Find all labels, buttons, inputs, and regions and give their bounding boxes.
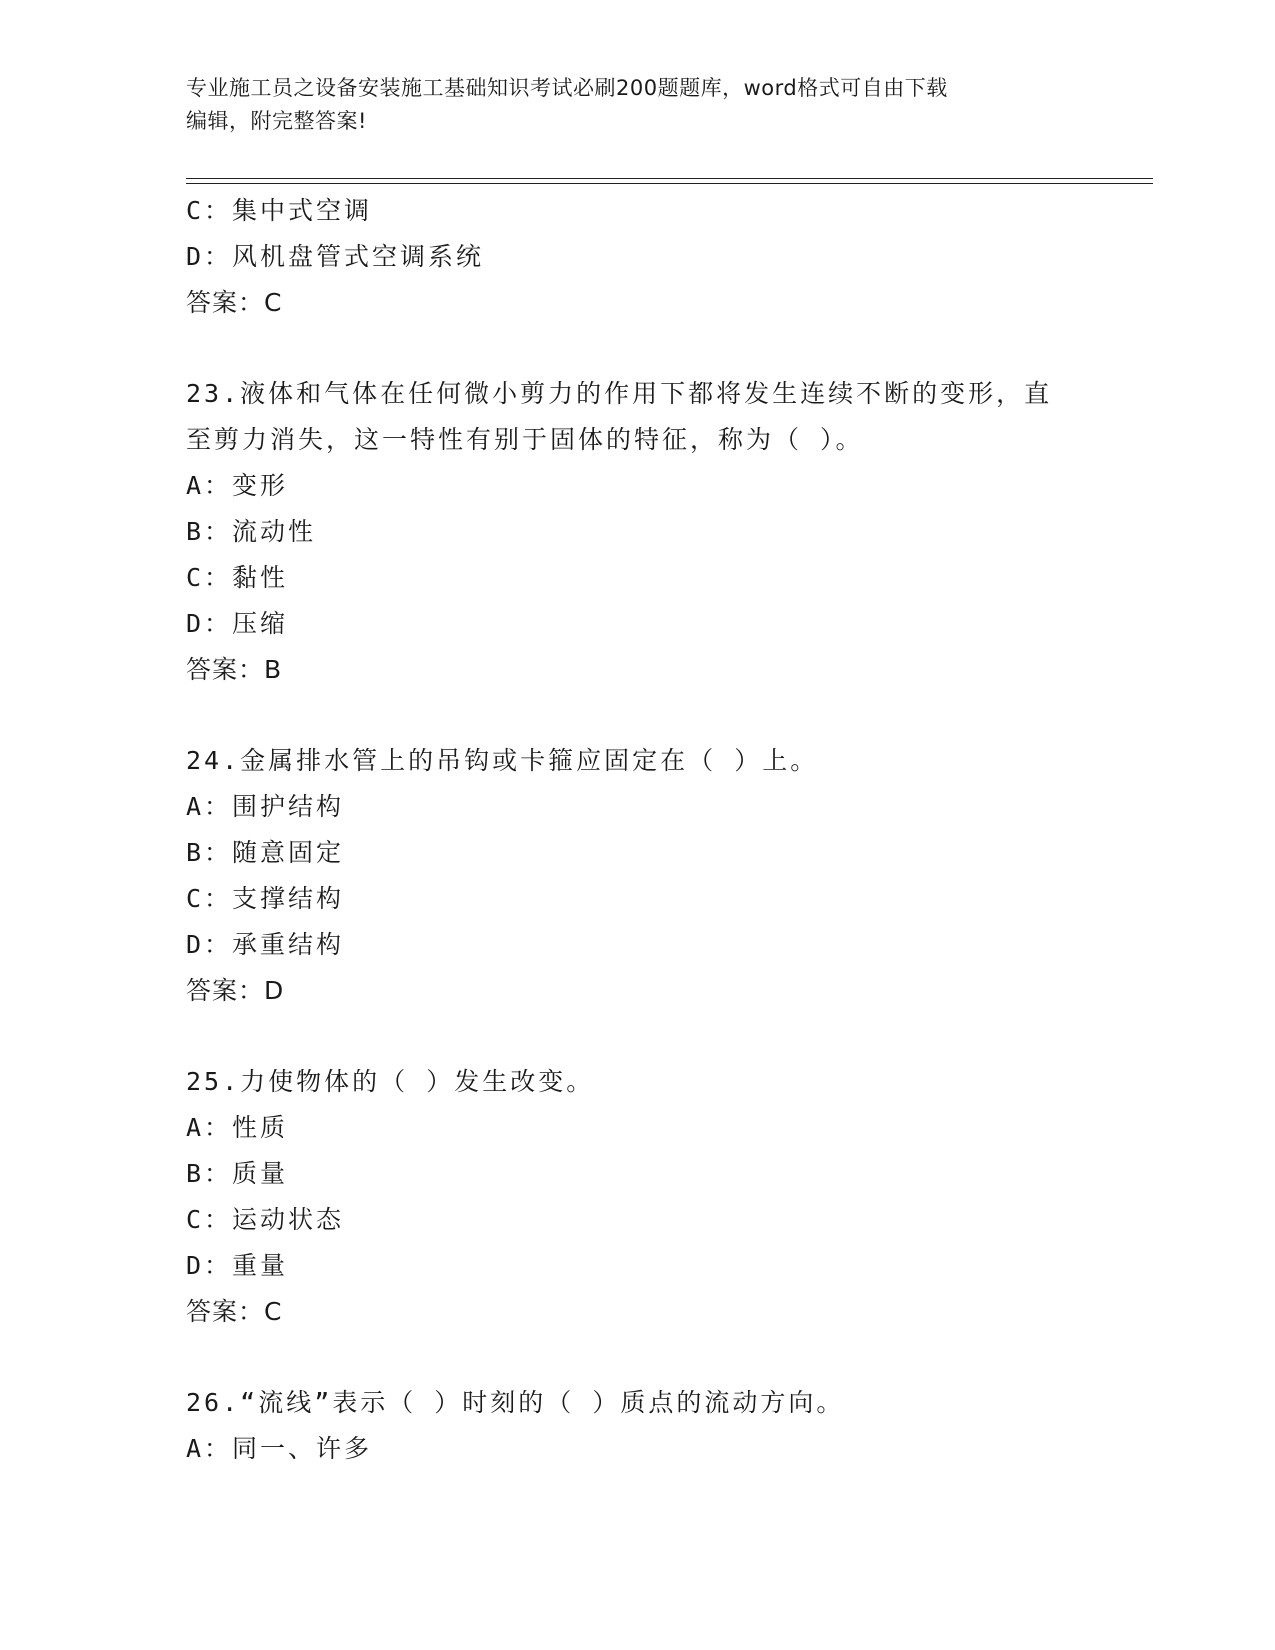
option-a: A：同一、许多: [186, 1434, 373, 1463]
option-b: B：流动性: [186, 517, 317, 546]
header-line-2: 编辑，附完整答案!: [186, 109, 367, 133]
question-list: [186, 188, 1086, 1472]
page-header: [186, 72, 1066, 138]
option-d: D：承重结构: [186, 930, 345, 959]
option-c: C：集中式空调: [186, 196, 373, 225]
option-c: C：黏性: [186, 563, 289, 592]
question-24: [186, 738, 1086, 1014]
option-d: D：重量: [186, 1251, 289, 1280]
question-stem: 23.液体和气体在任何微小剪力的作用下都将发生连续不断的变形，直: [186, 379, 1053, 408]
option-a: A：性质: [186, 1113, 289, 1142]
question-25: [186, 1059, 1086, 1335]
option-d: D：压缩: [186, 609, 289, 638]
question-stem: 26.“流线”表示（ ）时刻的（ ）质点的流动方向。: [186, 1388, 845, 1417]
option-a: A：围护结构: [186, 792, 345, 821]
option-a: A：变形: [186, 471, 289, 500]
option-d: D：风机盘管式空调系统: [186, 242, 485, 271]
question-23: [186, 371, 1086, 693]
question-stem: 24.金属排水管上的吊钩或卡箍应固定在（ ）上。: [186, 746, 819, 775]
answer-line: 答案：C: [186, 1297, 283, 1326]
header-line-1: 专业施工员之设备安装施工基础知识考试必刷200题题库，word格式可自由下载: [186, 76, 948, 100]
header-divider-top: [186, 178, 1153, 179]
option-c: C：支撑结构: [186, 884, 345, 913]
option-b: B：随意固定: [186, 838, 345, 867]
option-b: B：质量: [186, 1159, 289, 1188]
option-c: C：运动状态: [186, 1205, 345, 1234]
answer-line: 答案：D: [186, 976, 285, 1005]
answer-line: 答案：B: [186, 655, 283, 684]
header-divider-bottom: [186, 183, 1153, 184]
question-22-continuation: [186, 188, 1086, 326]
question-stem: 至剪力消失，这一特性有别于固体的特征，称为（ ）。: [186, 425, 864, 454]
question-26: [186, 1380, 1086, 1472]
question-stem: 25.力使物体的（ ）发生改变。: [186, 1067, 595, 1096]
answer-line: 答案：C: [186, 288, 283, 317]
